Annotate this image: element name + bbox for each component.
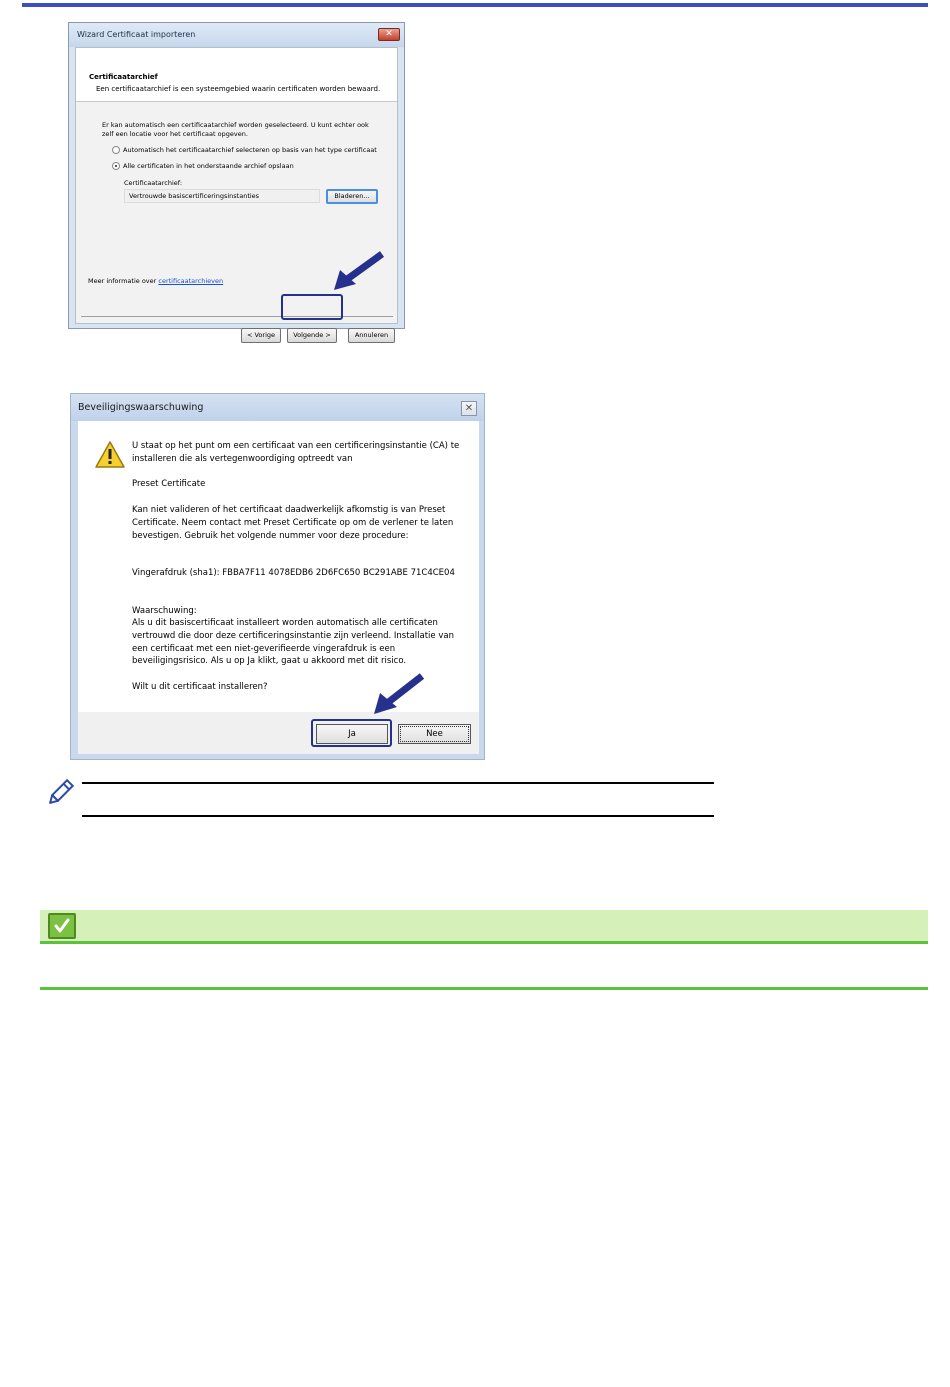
radio-button-off[interactable] <box>112 146 120 154</box>
arrow-icon <box>330 250 386 292</box>
radio-button-on[interactable] <box>112 162 120 170</box>
cancel-button[interactable]: Annuleren <box>348 328 395 343</box>
wizard-titlebar <box>69 23 404 47</box>
browse-button[interactable]: Bladeren... <box>326 189 378 204</box>
warning-intro-text: U staat op het punt om een certificaat van een certificeringsinstantie (CA) te installeren die als vertegenwoordiging optreedt van <box>132 441 460 464</box>
note-top-rule <box>82 782 714 784</box>
yes-button-highlight <box>311 719 392 747</box>
more-info-prefix: Meer informatie over <box>88 277 159 285</box>
security-body <box>78 421 479 712</box>
yes-button[interactable]: Ja <box>316 724 388 744</box>
fingerprint-text: Vingerafdruk (sha1): FBBA7F11 4078EDB6 2D6FC650 BC291ABE 71C4CE04 <box>132 568 455 578</box>
security-titlebar <box>71 394 484 421</box>
next-button-highlight <box>281 294 343 320</box>
checkmark-icon <box>48 913 76 939</box>
no-button[interactable]: Nee <box>398 724 471 744</box>
warning-risk-text: Als u dit basiscertificaat installeert worden automatisch alle certificaten vertrouwd die door deze certificeringsinstantie zijn verleend. Installatie van een certificaat met een niet-geverifieerde vingerafdruk is een beveiligingsrisico. Als u op Ja klikt, gaat u akkoord met dit risico. <box>132 618 454 667</box>
issuer-name: Preset Certificate <box>132 479 206 489</box>
install-question: Wilt u dit certificaat installeren? <box>132 682 268 692</box>
note-pencil-icon <box>44 777 76 809</box>
note-bottom-rule <box>82 815 714 817</box>
close-icon: ✕ <box>385 29 393 39</box>
close-icon: ✕ <box>464 403 474 414</box>
radio-manual-label: Alle certificaten in het onderstaande archief opslaan <box>123 162 294 170</box>
radio-auto-select[interactable] <box>112 146 377 154</box>
wizard-heading: Certificaatarchief <box>89 73 158 81</box>
store-field: Vertrouwde basiscertificeringsinstanties <box>124 189 320 203</box>
related-bottom-rule <box>40 987 928 990</box>
related-info-bar <box>40 910 928 944</box>
warning-heading: Waarschuwing: <box>132 606 197 616</box>
next-button[interactable]: Volgende > <box>287 328 337 343</box>
security-title: Beveiligingswaarschuwing <box>78 402 204 413</box>
arrow-icon <box>370 672 426 716</box>
warning-icon <box>95 441 125 468</box>
radio-manual-select[interactable] <box>112 162 294 170</box>
validation-text: Kan niet valideren of het certificaat daadwerkelijk afkomstig is van Preset Certificate. Neem contact met Preset Certificate op om de verlener te laten bevestigen. Gebruik het volgende nummer voor deze procedure: <box>132 505 454 541</box>
more-info-link[interactable]: certificaatarchieven <box>158 277 224 285</box>
wizard-intro-text: Er kan automatisch een certificaatarchief worden geselecteerd. U kunt echter ook zelf een locatie voor het certificaat opgeven. <box>102 121 369 138</box>
wizard-title: Wizard Certificaat importeren <box>77 30 196 39</box>
radio-auto-label: Automatisch het certificaatarchief selecteren op basis van het type certificaat <box>123 146 377 154</box>
wizard-close-button[interactable] <box>378 28 400 41</box>
footer-separator <box>81 316 393 317</box>
wizard-header <box>76 48 397 102</box>
security-close-button[interactable] <box>461 401 477 416</box>
store-label: Certificaatarchief: <box>124 179 183 187</box>
top-rule <box>22 3 928 7</box>
more-info-text <box>88 277 223 285</box>
back-button[interactable]: < Vorige <box>241 328 281 343</box>
wizard-subheading: Een certificaatarchief is een systeemgebied waarin certificaten worden bewaard. <box>96 85 381 93</box>
